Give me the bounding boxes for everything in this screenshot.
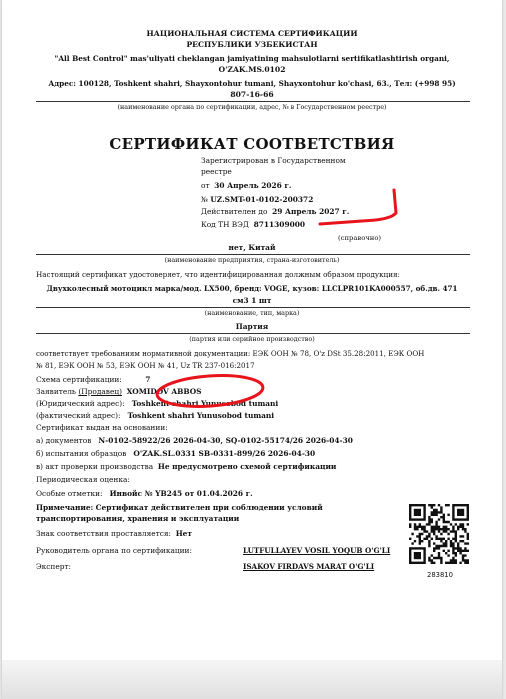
mark-value: Нет [175, 529, 192, 538]
audit-value: Не предусмотрено схемой сертификации [157, 462, 337, 471]
registered-label-1: Зарегистрирован в Государственном [201, 156, 346, 165]
tnved-code: 8711309000 [253, 220, 306, 229]
reference-note: (справочно) [338, 234, 382, 242]
registration-number: UZ.SMT-01-0102-200372 [210, 195, 314, 204]
requirements-line-1: соответствует требованиям нормативной документации: ЕЭК ООН № 78, O'z DSt 35.28:2011, ЕЭК ООН [36, 349, 425, 358]
actual-address-row [36, 411, 274, 421]
certificate-sheet [2, 0, 502, 699]
registration-number-row [201, 195, 313, 205]
legal-address-row [36, 399, 278, 409]
scheme-label: Схема сертификации: [36, 375, 122, 384]
registration-date-row [201, 181, 291, 191]
product-caption: (наименование, тип, марка) [204, 309, 300, 317]
manufacturer-caption: (наименование предприятия, страна-изготовитель) [164, 256, 340, 264]
docs-value: N-0102-58922/26 2026-04-30, SQ-0102-55174/26 2026-04-30 [98, 436, 353, 445]
head-value: LUTFULLAYEV VOSIL YOQUB O'G'LI [243, 546, 391, 555]
header-line-6: 807-16-66 [230, 90, 274, 99]
tnved-row [201, 220, 305, 230]
tests-label: б) испытания образцов [36, 449, 127, 458]
notes-value: Инвойс № YB245 от 01.04.2026 г. [109, 489, 253, 498]
certificate-title: СЕРТИФИКАТ СООТВЕТСТВИЯ [109, 135, 395, 153]
tests-value: O'ZAK.SL.0331 SB-0331-899/26 2026-04-30 [133, 449, 316, 458]
expert-value: ISAKOV FIRDAVS MARAT O'G'LI [243, 562, 375, 571]
requirements-line-2: № 81, ЕЭК ООН № 53, ЕЭК ООН № 41, Uz TR 237-016:2017 [36, 361, 255, 370]
batch-caption: (партия или серийное производство) [189, 335, 315, 343]
certifies-text: Настоящий сертификат удостоверяет, что идентифицированная должным образом продукция: [36, 270, 400, 279]
periodic-label: Периодическая оценка: [36, 475, 130, 484]
remark-row [36, 503, 366, 513]
legal-address-label: (Юридический адрес): [36, 399, 125, 408]
number-prefix: № [201, 195, 208, 204]
head-label: Руководитель органа по сертификации: [36, 546, 192, 555]
header-line-3: "All Best Control" mas'uliyati cheklangan jamiyatining mahsulotlarni sertifikatlashtirish organi, [54, 54, 450, 63]
mark-label: Знак соответствия проставляется: [36, 529, 171, 538]
docs-label: а) документов [36, 436, 92, 445]
actual-address-value: Toshkent shahri Yunusobod tumani [127, 411, 275, 420]
notes-label: Особые отметки: [36, 489, 103, 498]
scheme-value: 7 [145, 375, 151, 384]
docs-row [36, 436, 353, 446]
legal-address-value: Toshkent shahri Yunusobod tumani [131, 399, 279, 408]
applicant-label: Заявитель [36, 387, 76, 396]
remark-value-2: транспортирования, хранения и эксплуатации [36, 514, 240, 523]
manufacturer-rule [36, 254, 470, 255]
product-line-2: см3 1 шт [232, 296, 272, 305]
mark-row [36, 529, 192, 539]
expert-label: Эксперт: [36, 562, 72, 571]
valid-date: 29 Апрель 2027 г. [272, 207, 350, 216]
header-caption: (наименование органа по сертификации, адрес, № в Государственном реестре) [117, 103, 387, 111]
batch-value: Партия [235, 322, 269, 331]
tnved-label: Код ТН ВЭД [201, 220, 249, 229]
scheme-row [36, 375, 150, 385]
qr-code [409, 504, 469, 564]
date-prefix: от [201, 181, 210, 190]
batch-rule [36, 333, 470, 334]
product-line-1: Двухколесный мотоцикл марка/мод. LX500, бренд: VOGE, кузов: LLCLPR101KA000557, об.дв. 471 [46, 284, 458, 293]
applicant-role: (Продавец) [78, 387, 122, 396]
header-line-1: НАЦИОНАЛЬНАЯ СИСТЕМА СЕРТИФИКАЦИИ [146, 29, 358, 38]
header-line-4: O'ZAK.MS.0102 [218, 65, 286, 74]
product-rule [36, 307, 470, 308]
qr-number: 283810 [427, 571, 453, 579]
applicant-value: XOMIDOV ABBOS [126, 387, 202, 396]
audit-label: в) акт проверки производства [36, 462, 154, 471]
basis-label: Сертификат выдан на основании: [36, 423, 168, 432]
header-rule [36, 101, 470, 102]
remark-label: Примечание: [36, 503, 94, 512]
header-line-2: РЕСПУБЛИКИ УЗБЕКИСТАН [186, 40, 318, 49]
applicant-row [36, 387, 202, 397]
audit-row [36, 462, 336, 472]
actual-address-label: (фактический адрес): [36, 411, 121, 420]
remark-value-1: Сертификат действителен при соблюдении условий [95, 503, 323, 512]
valid-label: Действителен до [201, 207, 268, 216]
header-line-5: Адрес: 100128, Toshkent shahri, Shayxontohur tumani, Shayxontohur ko'chasi, 63., Тел: (+998 95) [48, 79, 456, 88]
bottom-shade [2, 660, 502, 699]
notes-row [36, 489, 253, 499]
registration-date: 30 Апрель 2026 г. [214, 181, 292, 190]
valid-row [201, 207, 349, 217]
registered-label-2: реестре [201, 167, 232, 176]
manufacturer-value: нет, Китай [228, 243, 276, 252]
tests-row [36, 449, 315, 459]
